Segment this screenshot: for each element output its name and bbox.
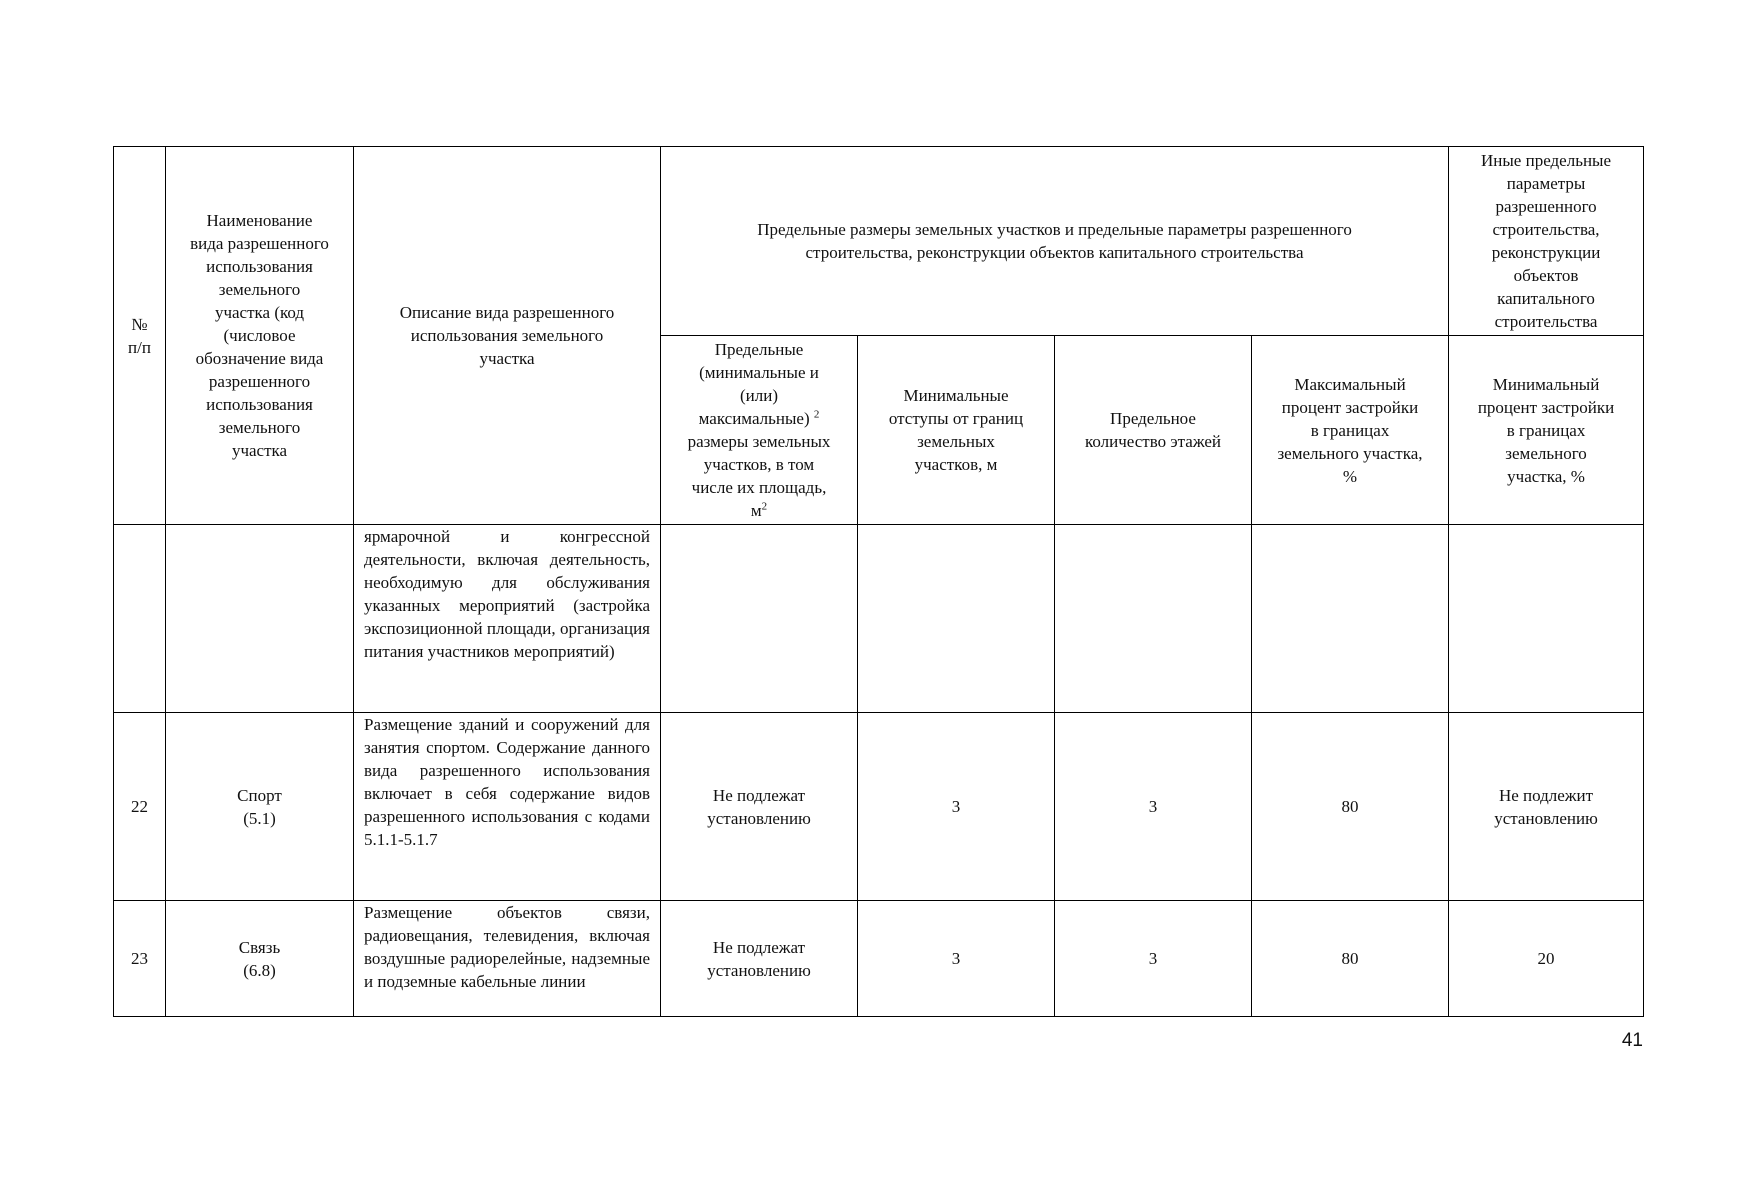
row-setbacks bbox=[858, 525, 1055, 713]
row-min-coverage: 20 bbox=[1449, 901, 1644, 1017]
unit-superscript: 2 bbox=[761, 500, 768, 513]
row-floors bbox=[1055, 525, 1252, 713]
header-num: № п/п bbox=[114, 147, 166, 525]
footnote-ref: 2 bbox=[813, 408, 820, 421]
header-use-name: Наименование вида разрешенного использования земельного участка (код (числовое обозначение вида разрешенного использования земельного участка bbox=[166, 147, 354, 525]
header-description: Описание вида разрешенного использования земельного участка bbox=[354, 147, 661, 525]
row-description: Размещение зданий и сооружений для занятия спортом. Содержание данного вида разрешенного использования включает в себя содержание видов разрешенного использования с кодами 5.1.1-5.1.7 bbox=[354, 713, 661, 901]
table-row bbox=[114, 525, 1644, 713]
header-max-coverage: Максимальный процент застройки в границах земельного участка, % bbox=[1252, 336, 1449, 525]
use-name: Спорт bbox=[237, 785, 282, 805]
row-setbacks: 3 bbox=[858, 713, 1055, 901]
use-code: (5.1) bbox=[243, 808, 276, 828]
header-row-1 bbox=[114, 147, 1644, 336]
header-floors: Предельное количество этажей bbox=[1055, 336, 1252, 525]
page-number: 41 bbox=[1621, 1030, 1643, 1051]
table-row bbox=[114, 901, 1644, 1017]
row-description: Размещение объектов связи, радиовещания, телевидения, включая воздушные радиорелейные, надземные и подземные кабельные линии bbox=[354, 901, 661, 1017]
use-code: (6.8) bbox=[243, 960, 276, 980]
row-max-coverage bbox=[1252, 525, 1449, 713]
table-row bbox=[114, 713, 1644, 901]
header-setbacks: Минимальные отступы от границ земельных участков, м bbox=[858, 336, 1055, 525]
header-limits-group: Предельные размеры земельных участков и предельные параметры разрешенного строительства, реконструкции объектов капитального строительства bbox=[661, 147, 1449, 336]
header-min-coverage: Минимальный процент застройки в границах земельного участка, % bbox=[1449, 336, 1644, 525]
row-num bbox=[114, 525, 166, 713]
row-floors: 3 bbox=[1055, 901, 1252, 1017]
row-floors: 3 bbox=[1055, 713, 1252, 901]
row-num: 23 bbox=[114, 901, 166, 1017]
row-max-coverage: 80 bbox=[1252, 901, 1449, 1017]
row-plot-sizes bbox=[661, 525, 858, 713]
use-name: Связь bbox=[238, 937, 281, 957]
row-plot-sizes: Не подлежат установлению bbox=[661, 901, 858, 1017]
row-plot-sizes: Не подлежат установлению bbox=[661, 713, 858, 901]
row-setbacks: 3 bbox=[858, 901, 1055, 1017]
row-use-name bbox=[166, 901, 354, 1017]
row-use-name bbox=[166, 713, 354, 901]
land-use-parameters-table bbox=[113, 146, 1644, 1017]
header-plot-sizes bbox=[661, 336, 858, 525]
plot-sizes-label-b: размеры земельных участков, в том числе их площадь, м bbox=[687, 432, 831, 520]
row-use-name bbox=[166, 525, 354, 713]
row-min-coverage bbox=[1449, 525, 1644, 713]
header-other-params-group: Иные предельные параметры разрешенного строительства, реконструкции объектов капитального строительства bbox=[1449, 147, 1644, 336]
row-description: ярмарочной и конгрессной деятельности, включая деятельность, необходимую для обслуживания указанных мероприятий (застройка экспозиционной площади, организация питания участников мероприятий) bbox=[354, 525, 661, 713]
row-max-coverage: 80 bbox=[1252, 713, 1449, 901]
plot-sizes-label-a: Предельные (минимальные и (или) максимальные) bbox=[698, 340, 819, 428]
row-num: 22 bbox=[114, 713, 166, 901]
row-min-coverage: Не подлежит установлению bbox=[1449, 713, 1644, 901]
